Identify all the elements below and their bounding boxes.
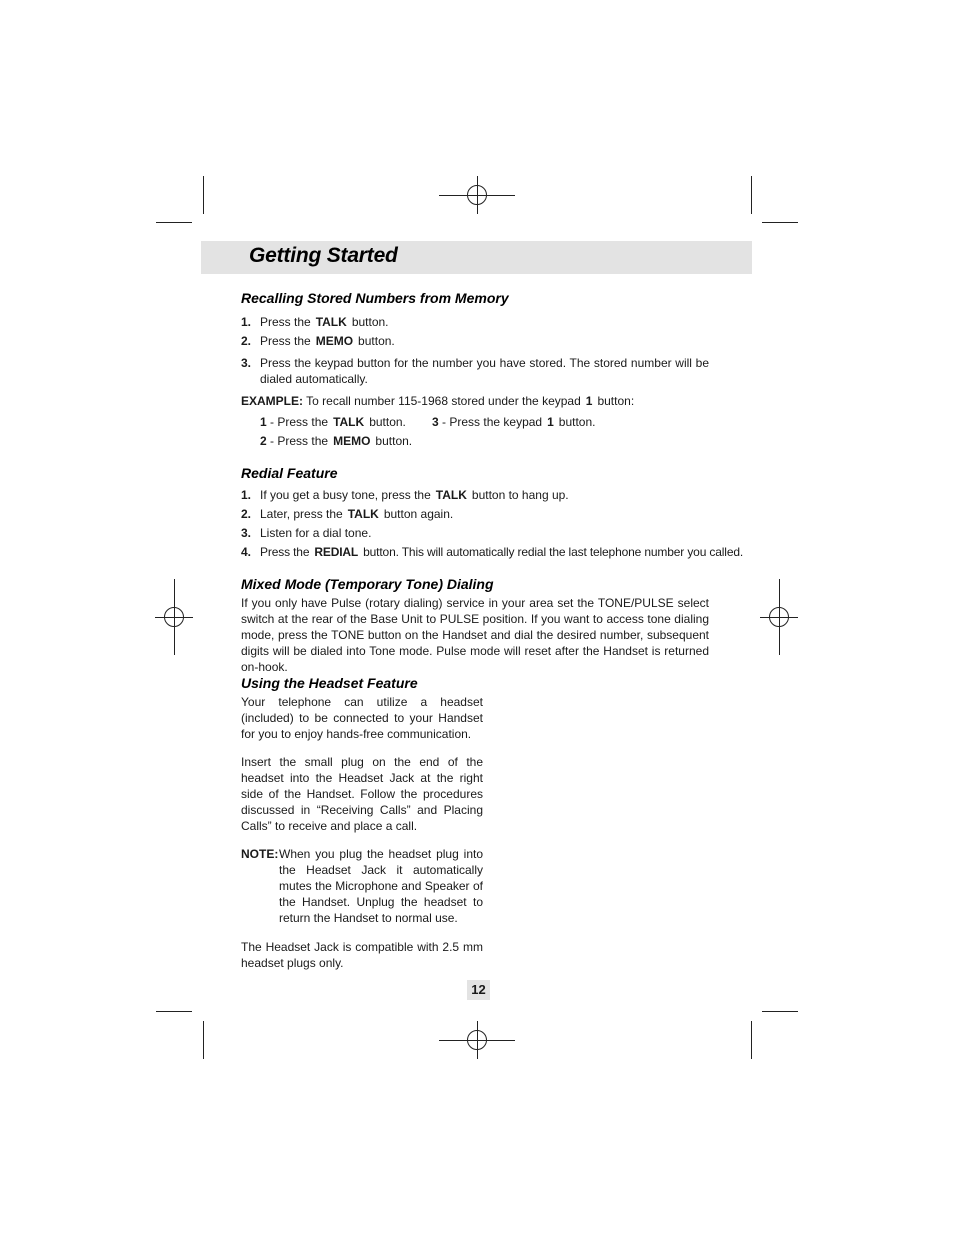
- example-line: EXAMPLE: To recall number 115-1968 stored under the keypad 1 button:: [241, 394, 635, 408]
- registration-mark-top: [439, 176, 515, 214]
- crop-mark: [762, 222, 798, 223]
- crop-mark: [203, 176, 204, 214]
- crop-mark: [751, 176, 752, 214]
- crop-mark: [203, 1021, 204, 1059]
- headset-paragraph-3: The Headset Jack is compatible with 2.5 mm headset plugs only.: [241, 940, 483, 970]
- section-heading-mixed-mode: Mixed Mode (Temporary Tone) Dialing: [241, 576, 494, 592]
- section-heading-headset: Using the Headset Feature: [241, 675, 418, 691]
- registration-mark-right: [760, 579, 798, 655]
- mixed-mode-paragraph: If you only have Pulse (rotary dialing) service in your area set the TONE/PULSE select switch at the rear of the Base Unit to PULSE position. If you want to access tone dialing mode, press the TONE button on the Handset and dial the desired number, subsequent digits will be dialed into Tone mode. Pulse mode will reset after the Handset is returned on-hook.: [241, 596, 709, 674]
- crop-mark: [156, 1011, 192, 1012]
- registration-mark-bottom: [439, 1021, 515, 1059]
- example-substep: 2 - Press the MEMO button.: [260, 434, 413, 448]
- headset-note: NOTE: When you plug the headset plug into the Headset Jack it automatically mutes the Microphone and Speaker of the Handset. Unplug the headset to return the Handset to normal use.: [241, 847, 483, 925]
- section-heading-redial: Redial Feature: [241, 465, 338, 481]
- crop-mark: [751, 1021, 752, 1059]
- section-heading-recall: Recalling Stored Numbers from Memory: [241, 290, 509, 306]
- page-number: 12: [467, 980, 490, 1000]
- page-title: Getting Started: [249, 244, 398, 267]
- registration-mark-left: [155, 579, 193, 655]
- crop-mark: [762, 1011, 798, 1012]
- headset-paragraph-1: Your telephone can utilize a headset (included) to be connected to your Handset for you to enjoy hands-free communication.: [241, 695, 483, 741]
- headset-paragraph-2: Insert the small plug on the end of the headset into the Headset Jack at the right side of the Handset. Follow the procedures discussed in “Receiving Calls” and Placing Calls” to receive and place a call.: [241, 755, 483, 833]
- header-bar: [201, 241, 752, 274]
- example-substep: 1 - Press the TALK button.: [260, 415, 406, 429]
- example-substep: 3 - Press the keypad 1 button.: [432, 415, 596, 429]
- crop-mark: [156, 222, 192, 223]
